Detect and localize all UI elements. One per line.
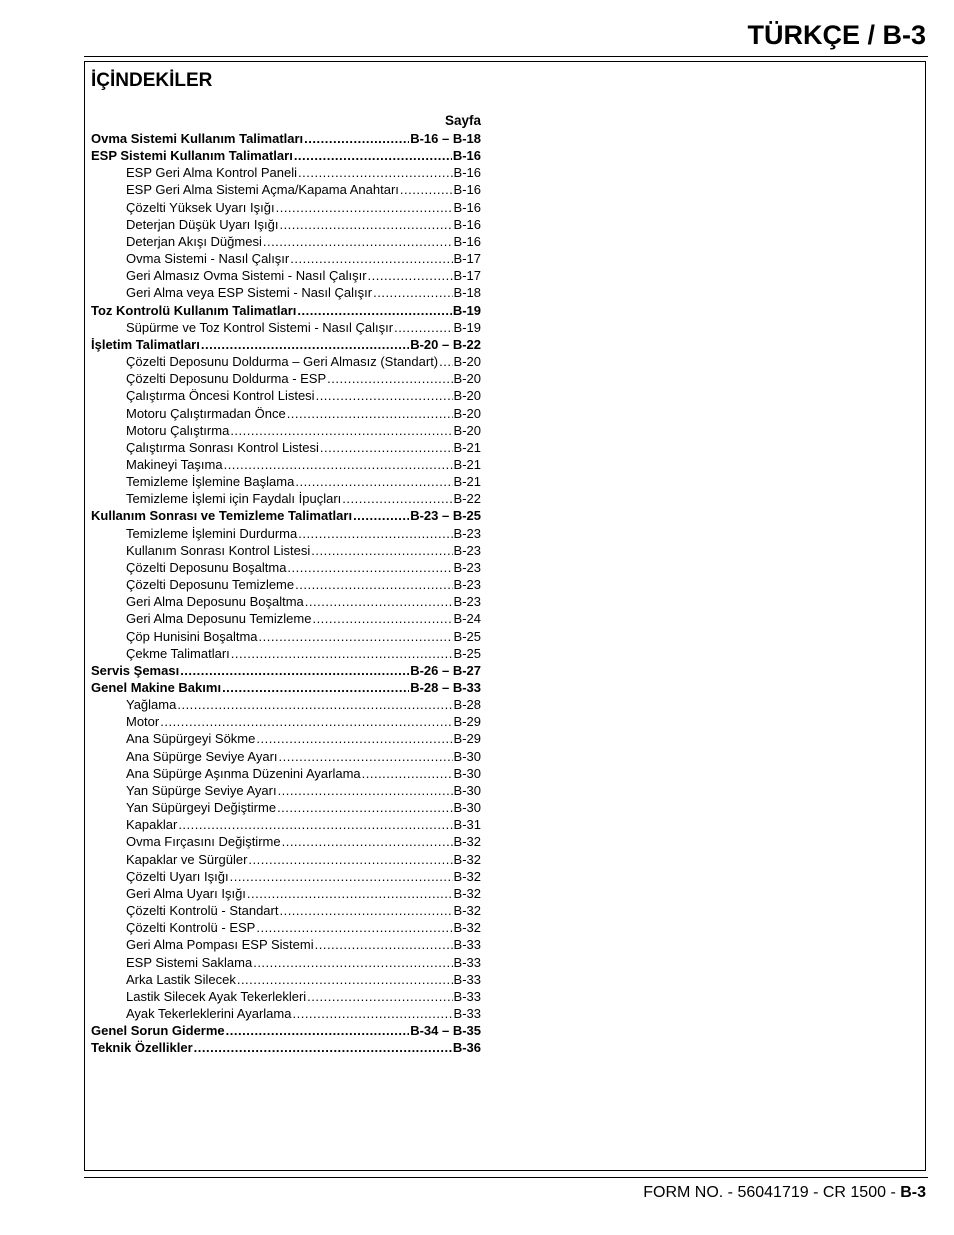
toc-entry-page: B-32: [453, 903, 481, 919]
page-header-title: TÜRKÇE / B-3: [747, 20, 926, 50]
toc-entry-page: B-20: [453, 422, 481, 438]
dot-leader: [292, 1005, 452, 1022]
toc-entry-page: B-34 – B-35: [410, 1023, 481, 1039]
toc-entry-page: B-20 – B-22: [410, 336, 481, 352]
dot-leader: [263, 233, 453, 250]
toc-entry-label: Motoru Çalıştırma: [126, 422, 230, 438]
toc-entry-label: Geri Alma Deposunu Boşaltma: [126, 594, 304, 610]
toc-entry-page: B-29: [453, 714, 481, 730]
toc-entry-label: Motor: [126, 714, 160, 730]
toc-section-entry: [91, 1039, 481, 1056]
dot-leader: [224, 456, 453, 473]
toc-subsection-entry: [91, 645, 481, 662]
toc-entry-page: B-20: [453, 371, 481, 387]
toc-section-entry: [91, 662, 481, 679]
toc-entry-page: B-25: [453, 645, 481, 661]
toc-entry-label: Servis Şeması: [91, 662, 180, 678]
toc-entry-page: B-28: [453, 697, 481, 713]
dot-leader: [305, 593, 453, 610]
toc-entry-label: Yan Süpürgeyi Değiştirme: [126, 800, 277, 816]
dot-leader: [316, 387, 453, 404]
dot-leader: [307, 988, 452, 1005]
toc-entry-page: B-16: [453, 216, 481, 232]
toc-subsection-entry: [91, 267, 481, 284]
toc-entry-label: Ana Süpürge Seviye Ayarı: [126, 748, 278, 764]
toc-subsection-entry: [91, 370, 481, 387]
toc-subsection-entry: [91, 816, 481, 833]
toc-entry-label: Çalıştırma Öncesi Kontrol Listesi: [126, 388, 315, 404]
toc-entry-label: Geri Alma Pompası ESP Sistemi: [126, 937, 314, 953]
header-divider: [84, 56, 928, 57]
toc-entry-page: B-19: [452, 302, 481, 318]
toc-subsection-entry: [91, 988, 481, 1005]
toc-entry-label: Yağlama: [126, 697, 177, 713]
toc-entry-label: Geri Alma Uyarı Işığı: [126, 885, 246, 901]
toc-subsection-entry: [91, 902, 481, 919]
toc-entry-page: B-20: [453, 354, 481, 370]
toc-entry-page: B-23: [453, 542, 481, 558]
toc-entry-label: Toz Kontrolü Kullanım Talimatları: [91, 302, 297, 318]
toc-entry-label: Ovma Sistemi - Nasıl Çalışır: [126, 251, 290, 267]
toc-entry-page: B-32: [453, 920, 481, 936]
toc-entry-label: Çöp Hunisini Boşaltma: [126, 628, 258, 644]
toc-entry-page: B-16: [453, 165, 481, 181]
footer-form-number: [643, 1184, 926, 1202]
toc-subsection-entry: [91, 473, 481, 490]
toc-entry-label: Çekme Talimatları: [126, 645, 230, 661]
dot-leader: [298, 525, 452, 542]
toc-entry-page: B-23: [453, 559, 481, 575]
toc-entry-page: B-33: [453, 971, 481, 987]
toc-entry-label: Çözelti Deposunu Doldurma – Geri Almasız (Standart): [126, 354, 439, 370]
dot-leader: [362, 765, 453, 782]
toc-subsection-entry: [91, 782, 481, 799]
toc-entry-page: B-28 – B-33: [410, 680, 481, 695]
dot-leader: [320, 439, 453, 456]
toc-subsection-entry: [91, 387, 481, 404]
toc-entry-page: B-17: [453, 251, 481, 267]
toc-entry-label: Çözelti Uyarı Işığı: [126, 868, 229, 884]
toc-entry-label: Genel Makine Bakımı: [91, 680, 222, 695]
toc-entry-page: B-36: [452, 1040, 481, 1056]
dot-leader: [315, 936, 453, 953]
toc-subsection-entry: [91, 936, 481, 953]
dot-leader: [294, 147, 452, 164]
toc-entry-label: Ayak Tekerleklerini Ayarlama: [126, 1005, 292, 1021]
toc-entry-page: B-20: [453, 405, 481, 421]
toc-subsection-entry: [91, 490, 481, 507]
toc-subsection-entry: [91, 353, 481, 370]
dot-leader: [353, 507, 409, 524]
toc-title: İÇİNDEKİLER: [91, 70, 213, 91]
toc-entry-label: Kullanım Sonrası Kontrol Listesi: [126, 542, 311, 558]
dot-leader: [295, 473, 452, 490]
toc-subsection-entry: [91, 319, 481, 336]
dot-leader: [287, 405, 453, 422]
footer-page-label: B-3: [900, 1184, 926, 1201]
toc-entry-label: Yan Süpürge Seviye Ayarı: [126, 782, 277, 798]
toc-entry-page: B-32: [453, 885, 481, 901]
toc-subsection-entry: [91, 696, 481, 713]
toc-entry-page: B-23: [453, 577, 481, 593]
toc-entry-page: B-32: [453, 851, 481, 867]
dot-leader: [304, 130, 409, 147]
toc-entry-label: Çözelti Yüksek Uyarı Işığı: [126, 199, 275, 215]
toc-entry-page: B-16: [453, 182, 481, 198]
toc-entries: [91, 130, 481, 1056]
toc-entry-page: B-29: [453, 731, 481, 747]
toc-entry-page: B-16 – B-18: [410, 131, 481, 146]
toc-entry-page: B-16: [453, 233, 481, 249]
toc-entry-label: Çözelti Kontrolü - Standart: [126, 903, 279, 919]
dot-leader: [277, 799, 452, 816]
dot-leader: [394, 319, 452, 336]
toc-entry-page: B-24: [453, 611, 481, 627]
toc-entry-label: Kullanım Sonrası ve Temizleme Talimatları: [91, 508, 353, 524]
toc-entry-page: B-19: [453, 319, 481, 335]
toc-subsection-entry: [91, 576, 481, 593]
toc-entry-label: ESP Sistemi Saklama: [126, 954, 253, 970]
toc-section-entry: [91, 130, 481, 147]
toc-entry-page: B-30: [453, 748, 481, 764]
toc-subsection-entry: [91, 833, 481, 850]
dot-leader: [279, 216, 452, 233]
toc-section-entry: [91, 1022, 481, 1039]
toc-subsection-entry: [91, 885, 481, 902]
toc-subsection-entry: [91, 851, 481, 868]
toc-subsection-entry: [91, 730, 481, 747]
toc-entry-page: B-21: [453, 456, 481, 472]
dot-leader: [342, 490, 452, 507]
toc-subsection-entry: [91, 164, 481, 181]
dot-leader: [278, 782, 453, 799]
toc-entry-label: Temizleme İşlemine Başlama: [126, 474, 295, 490]
dot-leader: [256, 730, 452, 747]
toc-entry-page: B-25: [453, 628, 481, 644]
dot-leader: [256, 919, 452, 936]
toc-entry-page: B-23: [453, 594, 481, 610]
dot-leader: [247, 885, 453, 902]
toc-entry-label: Çözelti Kontrolü - ESP: [126, 920, 256, 936]
toc-entry-page: B-32: [453, 834, 481, 850]
dot-leader: [259, 628, 453, 645]
toc-entry-page: B-21: [453, 439, 481, 455]
toc-entry-label: Süpürme ve Toz Kontrol Sistemi - Nasıl Çalışır: [126, 319, 394, 335]
toc-subsection-entry: [91, 250, 481, 267]
dot-leader: [312, 610, 452, 627]
toc-subsection-entry: [91, 868, 481, 885]
dot-leader: [180, 662, 409, 679]
toc-entry-label: Çalıştırma Sonrası Kontrol Listesi: [126, 439, 319, 455]
dot-leader: [439, 353, 452, 370]
toc-subsection-entry: [91, 439, 481, 456]
footer-form-text: FORM NO. - 56041719 - CR 1500 -: [643, 1184, 901, 1201]
toc-entry-label: Çözelti Deposunu Temizleme: [126, 577, 295, 593]
toc-subsection-entry: [91, 284, 481, 301]
toc-entry-label: Temizleme İşlemini Durdurma: [126, 525, 298, 541]
toc-entry-page: B-18: [453, 285, 481, 301]
toc-entry-label: ESP Geri Alma Sistemi Açma/Kapama Anahtarı: [126, 182, 399, 198]
toc-entry-page: B-16: [452, 148, 481, 164]
toc-subsection-entry: [91, 628, 481, 645]
dot-leader: [295, 576, 452, 593]
toc-entry-label: Genel Sorun Giderme: [91, 1023, 225, 1039]
toc-entry-label: Motoru Çalıştırmadan Önce: [126, 405, 286, 421]
toc-subsection-entry: [91, 181, 481, 198]
toc-section-entry: [91, 147, 481, 164]
toc-subsection-entry: [91, 610, 481, 627]
dot-leader: [327, 370, 452, 387]
dot-leader: [194, 1039, 452, 1056]
toc-entry-page: B-33: [453, 1005, 481, 1021]
dot-leader: [178, 816, 452, 833]
dot-leader: [297, 302, 451, 319]
toc-subsection-entry: [91, 216, 481, 233]
toc-subsection-entry: [91, 713, 481, 730]
toc-subsection-entry: [91, 593, 481, 610]
toc-entry-page: B-33: [453, 937, 481, 953]
dot-leader: [231, 645, 453, 662]
footer-divider: [84, 1177, 928, 1178]
dot-leader: [230, 422, 452, 439]
page-column-header: Sayfa: [444, 113, 481, 128]
dot-leader: [230, 868, 453, 885]
dot-leader: [160, 713, 452, 730]
dot-leader: [253, 954, 452, 971]
toc-subsection-entry: [91, 559, 481, 576]
dot-leader: [201, 336, 409, 353]
toc-entry-page: B-21: [453, 474, 481, 490]
toc-entry-label: Ovma Sistemi Kullanım Talimatları: [91, 131, 304, 146]
toc-section-entry: [91, 302, 481, 319]
toc-entry-page: B-17: [453, 268, 481, 284]
toc-subsection-entry: [91, 456, 481, 473]
toc-entry-label: Kapaklar: [126, 817, 178, 833]
toc-entry-label: Geri Alma Deposunu Temizleme: [126, 611, 312, 627]
toc-entry-label: ESP Geri Alma Kontrol Paneli: [126, 165, 298, 181]
toc-entry-label: Ovma Fırçasını Değiştirme: [126, 834, 281, 850]
toc-entry-label: Teknik Özellikler: [91, 1040, 193, 1056]
toc-entry-label: Deterjan Akışı Düğmesi: [126, 233, 262, 249]
dot-leader: [400, 181, 453, 198]
toc-entry-label: Kapaklar ve Sürgüler: [126, 851, 248, 867]
dot-leader: [373, 284, 452, 301]
toc-entry-label: Deterjan Düşük Uyarı Işığı: [126, 216, 279, 232]
dot-leader: [287, 559, 452, 576]
toc-entry-page: B-30: [453, 782, 481, 798]
toc-entry-label: Arka Lastik Silecek: [126, 971, 236, 987]
toc-entry-label: Temizleme İşlemi için Faydalı İpuçları: [126, 491, 342, 507]
toc-entry-label: Geri Alma veya ESP Sistemi - Nasıl Çalışır: [126, 285, 373, 301]
dot-leader: [222, 679, 409, 696]
toc-entry-label: Ana Süpürge Aşınma Düzenini Ayarlama: [126, 765, 361, 781]
dot-leader: [311, 542, 452, 559]
toc-subsection-entry: [91, 525, 481, 542]
toc-subsection-entry: [91, 1005, 481, 1022]
dot-leader: [237, 971, 453, 988]
toc-entry-page: B-16: [453, 199, 481, 215]
toc-entry-label: Çözelti Deposunu Doldurma - ESP: [126, 371, 327, 387]
dot-leader: [279, 902, 452, 919]
dot-leader: [226, 1022, 410, 1039]
dot-leader: [177, 696, 452, 713]
toc-subsection-entry: [91, 405, 481, 422]
toc-entry-label: Lastik Silecek Ayak Tekerlekleri: [126, 988, 307, 1004]
toc-entry-label: Çözelti Deposunu Boşaltma: [126, 559, 287, 575]
toc-entry-page: B-22: [453, 491, 481, 507]
table-of-contents: [91, 112, 481, 1056]
dot-leader: [279, 748, 453, 765]
dot-leader: [248, 851, 452, 868]
toc-subsection-entry: [91, 542, 481, 559]
toc-subsection-entry: [91, 199, 481, 216]
toc-subsection-entry: [91, 748, 481, 765]
toc-entry-page: B-31: [453, 817, 481, 833]
dot-leader: [276, 199, 453, 216]
toc-section-entry: [91, 336, 481, 353]
toc-entry-label: Ana Süpürgeyi Sökme: [126, 731, 256, 747]
toc-subsection-entry: [91, 799, 481, 816]
toc-entry-page: B-33: [453, 954, 481, 970]
toc-section-entry: [91, 507, 481, 524]
toc-entry-label: Geri Almasız Ovma Sistemi - Nasıl Çalışır: [126, 268, 367, 284]
toc-entry-page: B-33: [453, 988, 481, 1004]
toc-entry-page: B-23 – B-25: [410, 508, 481, 524]
toc-subsection-entry: [91, 765, 481, 782]
toc-subsection-entry: [91, 954, 481, 971]
toc-entry-page: B-20: [453, 388, 481, 404]
dot-leader: [282, 833, 453, 850]
toc-section-entry: [91, 679, 481, 696]
toc-entry-page: B-26 – B-27: [410, 662, 481, 678]
toc-subsection-entry: [91, 422, 481, 439]
toc-entry-page: B-23: [453, 525, 481, 541]
toc-entry-label: Makineyi Taşıma: [126, 456, 223, 472]
dot-leader: [290, 250, 452, 267]
dot-leader: [368, 267, 453, 284]
toc-entry-label: ESP Sistemi Kullanım Talimatları: [91, 148, 293, 164]
toc-entry-label: İşletim Talimatları: [91, 336, 200, 352]
toc-subsection-entry: [91, 919, 481, 936]
toc-subsection-entry: [91, 233, 481, 250]
dot-leader: [298, 164, 453, 181]
toc-entry-page: B-30: [453, 765, 481, 781]
toc-subsection-entry: [91, 971, 481, 988]
toc-entry-page: B-32: [453, 868, 481, 884]
toc-entry-page: B-30: [453, 800, 481, 816]
